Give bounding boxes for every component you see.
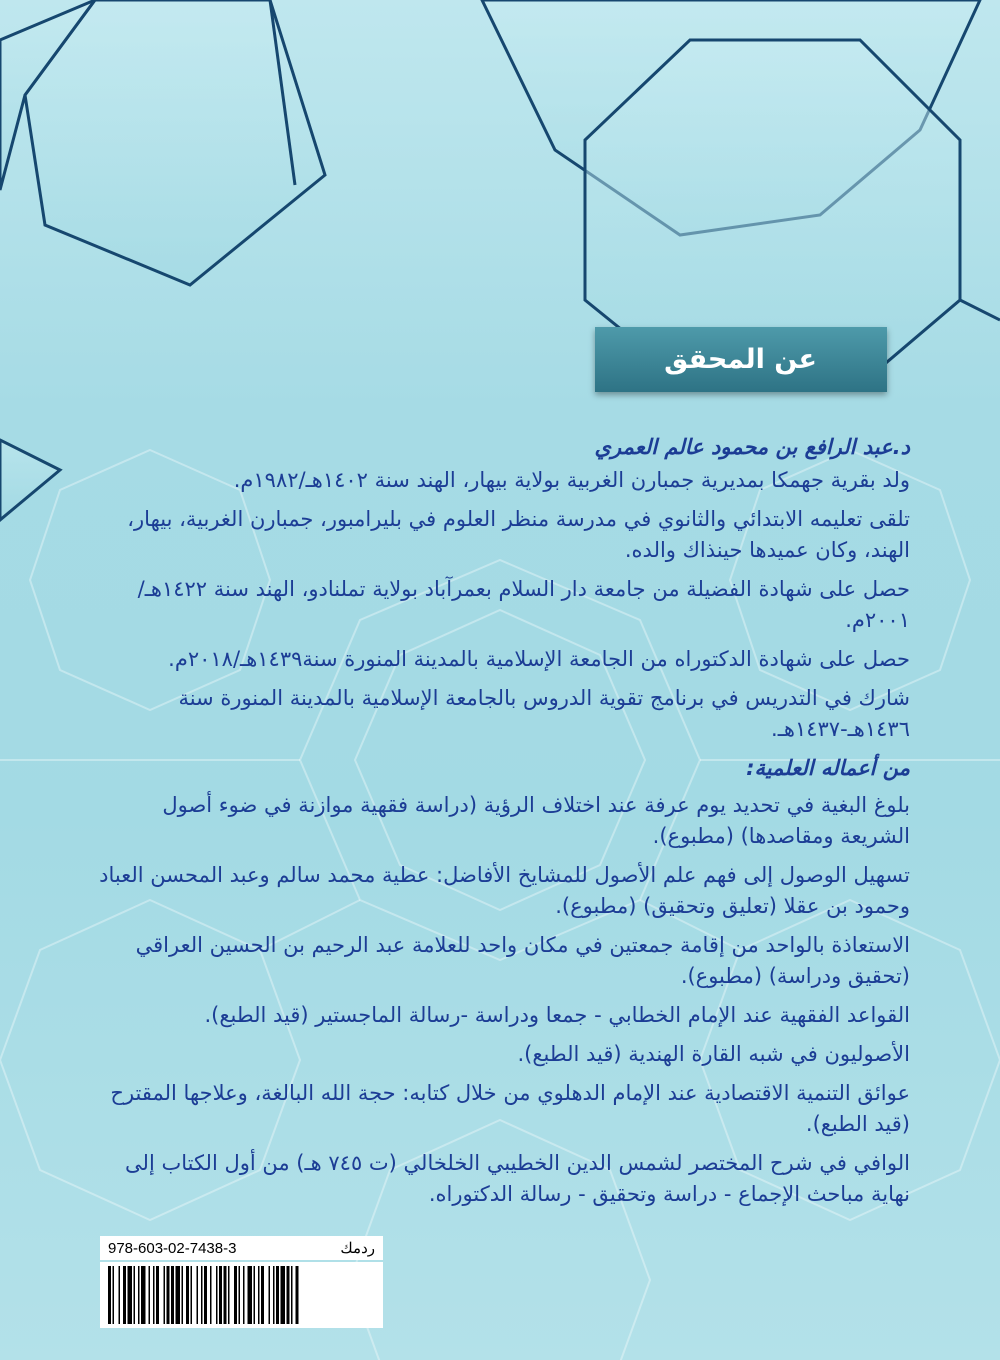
barcode-bars: [100, 1262, 383, 1328]
bio-paragraph-education: تلقى تعليمه الابتدائي والثانوي في مدرسة منظر العلوم في بليرامبور، جمبارن الغربية، بيهار، الهند، وكان عميدها حينذاك والده.: [127, 507, 910, 562]
isbn-label: [100, 1236, 383, 1260]
work-item: بلوغ البغية في تحديد يوم عرفة عند اختلاف الرؤية (دراسة فقهية موازنة في ضوء أصول الشريعة ومقاصدها) (مطبوع).: [162, 793, 910, 848]
work-item: الأصوليون في شبه القارة الهندية (قيد الطبع).: [517, 1042, 910, 1066]
bio-paragraph-fadila: حصل على شهادة الفضيلة من جامعة دار السلام بعمرآباد بولاية تملنادو، الهند سنة ١٤٢٢هـ/٢٠٠١م.: [137, 577, 910, 632]
section-heading-box: [595, 327, 887, 392]
works-heading: من أعماله العلمية:: [746, 756, 910, 780]
author-name: د.عبد الرافع بن محمود عالم العمري: [594, 435, 910, 459]
work-item: تسهيل الوصول إلى فهم علم الأصول للمشايخ الأفاضل: عطية محمد سالم وعبد المحسن العباد وحمود بن عقلا (تعليق وتحقيق) (مطبوع).: [99, 863, 910, 918]
bio-paragraph-doctorate: حصل على شهادة الدكتوراه من الجامعة الإسلامية بالمدينة المنورة سنة١٤٣٩هـ/٢٠١٨م.: [168, 647, 910, 671]
work-item: الوافي في شرح المختصر لشمس الدين الخطيبي الخلخالي (ت ٧٤٥ هـ) من أول الكتاب إلى نهاية مباحث الإجماع - دراسة وتحقيق - رسالة الدكتوراه.: [125, 1151, 910, 1206]
bio-paragraph-birth: ولد بقرية جهمكا بمديرية جمبارن الغربية بولاية بيهار، الهند سنة ١٤٠٢هـ/١٩٨٢م.: [233, 468, 910, 492]
section-heading: عن المحقق: [664, 344, 817, 375]
barcode: [100, 1262, 383, 1328]
bio-paragraph-teaching: شارك في التدريس في برنامج تقوية الدروس بالجامعة الإسلامية بالمدينة المنورة سنة ١٤٣٦هـ-١٤٣٧هـ.: [178, 686, 910, 741]
isbn-word: ردمك: [340, 1240, 375, 1257]
author-bio: [92, 432, 910, 1218]
work-item: القواعد الفقهية عند الإمام الخطابي - جمعا ودراسة -رسالة الماجستير (قيد الطبع).: [204, 1003, 910, 1027]
isbn-number: 978-603-02-7438-3: [108, 1239, 237, 1257]
work-item: الاستعاذة بالواحد من إقامة جمعتين في مكان واحد للعلامة عبد الرحيم بن الحسين العراقي (تحقيق ودراسة) (مطبوع).: [135, 933, 910, 988]
work-item: عوائق التنمية الاقتصادية عند الإمام الدهلوي من خلال كتابه: حجة الله البالغة، وعلاجها المقترح (قيد الطبع).: [110, 1081, 910, 1136]
